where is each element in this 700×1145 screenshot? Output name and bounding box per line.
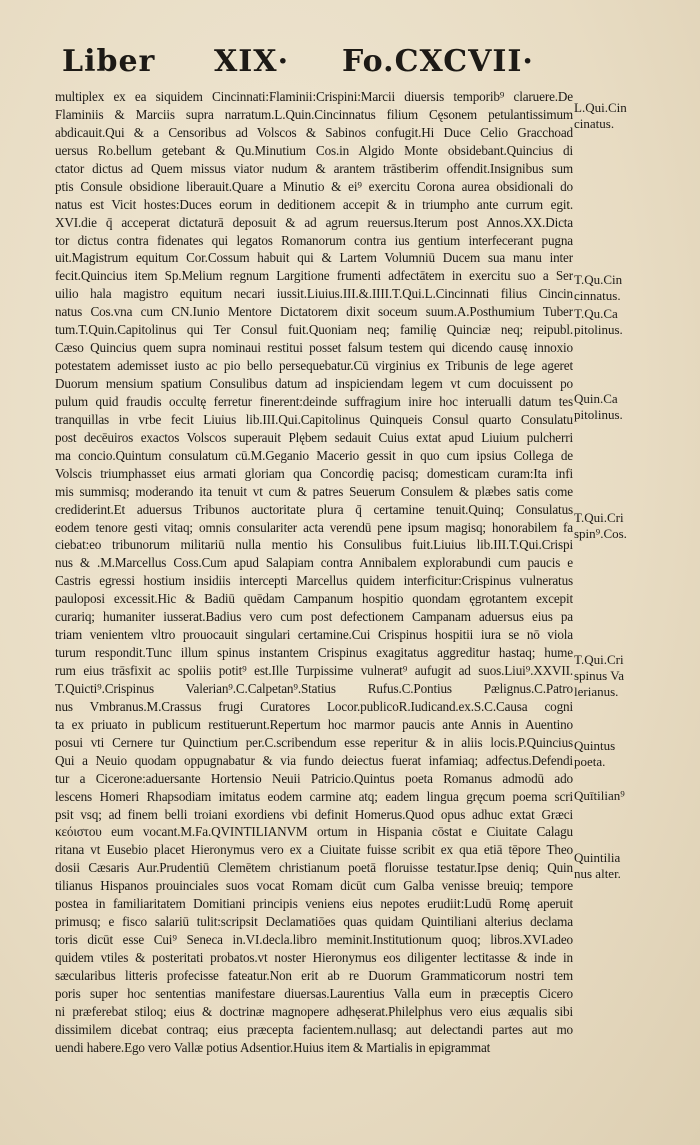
- running-header: [62, 44, 622, 90]
- margin-note-line: L.Qui.Cin: [574, 100, 627, 115]
- text-line: Cæso Quincius quem supra nominaui restitui posset falsum testem qui dicendo causę innoxio: [55, 340, 573, 356]
- text-line: potestatem ademisset iusto ac pio bello persequebatur.Cū virginius ex Tribunis de lege ageret: [55, 358, 573, 374]
- text-line: postea in familiaritatem Domitiani principis veniens eius nepotes erudiit:Ludū Romę aperuit: [55, 896, 573, 912]
- text-line: tranquillas in vrbe fecit Liuius lib.III.Qui.Capitolinus Quinqueis Consul quarto Consulatu: [55, 411, 573, 427]
- header-liber: Liber: [62, 44, 156, 79]
- text-line: turum respondit.Tunc illum spinus instantem Crispinus exagitatus aggreditur hastaq; hume: [55, 645, 573, 661]
- text-line: ta ex priuato in publicum restituerunt.Repertum hoc marmor paucis ante Annis in Auentino: [55, 716, 573, 732]
- text-line: pauloposi excessit.Hic & Badiū quēdam Campanum hospitio quondam ęgrotantem excepit: [55, 591, 573, 607]
- text-line: multiplex ex ea siquidem Cincinnati:Flaminii:Crispini:Marcii diuersis temporib⁹ claruere.De: [55, 89, 573, 104]
- header-book-number: XIX·: [214, 44, 290, 79]
- text-line: Volscis triumphasset eius armati gloriam qua Concordię pacisq; domesticam curam:Ita infi: [55, 465, 573, 481]
- text-line: post decēuiros exactos Volscos superauit Plębem sedauit Cuius extat apud Liuium pulcherri: [55, 429, 573, 445]
- margin-note-3: [574, 306, 644, 338]
- text-line: T.Quicti⁹.Crispinus Valerian⁹.C.Calpetan⁹.Statius Rufus.C.Pontius Pælignus.C.Patro: [55, 680, 573, 696]
- text-line: uersus Ro.bellum getebant & Qu.Minutium Cos.in Algido Monte obsidebant.Quincius di: [55, 142, 573, 158]
- margin-note-5: [574, 510, 644, 542]
- text-line: dosii Cæsaris Aur.Prudentiū Clemētem christianum poetā floruisse testatur.Ipse deniq; Quin: [55, 860, 573, 876]
- margin-note-2: [574, 272, 644, 304]
- margin-note-line: T.Qui.Cri: [574, 510, 624, 525]
- text-line: mis summisq; moderando ita tenuit vt cum & patres Seuerum Consulem & plæbes satis come: [55, 483, 573, 499]
- text-line: toris dicūt esse Cui⁹ Seneca in.VI.decla.libro meminit.Institutionum quoq; libros.XVI.adeo: [55, 932, 573, 948]
- text-line: ma concio.Quintum consulatum cū.M.Geganio Macerio gessit in quo cum ipsius Collega de: [55, 447, 573, 463]
- text-line: eodem tenore gesti vitaq; omnis consulariter acta verendū pene ipsum magisq; honorabilem fa: [55, 519, 573, 535]
- margin-note-line: spinus Va: [574, 668, 624, 683]
- margin-note-1: [574, 100, 644, 132]
- text-line: κεόιστου eum vocant.M.Fa.QVINTILIANVM ortum in Hispania cōstat e Ciuitate Calagu: [55, 824, 573, 840]
- margin-note-4: [574, 391, 644, 423]
- margin-note-line: Quītilian⁹: [574, 788, 625, 803]
- text-line: ptis Consule obsidione liberauit.Quare a Minutio & ei⁹ exercitu Corona aurea obsidionali do: [55, 178, 573, 194]
- text-line: pulum quid fraudis occultę ferretur finerent:deinde suffragium inire hoc interualli datum tes: [55, 393, 573, 409]
- text-line: rum eius trāsfixit ac spoliis potit⁹ est.Ille Turpissime vulnerat⁹ aufugit ad suos.Liui⁹.XXVII.: [55, 663, 573, 678]
- text-line: sæcularibus litteris profecisse fateatur.Non erit ab re Duorum Grammaticorum nostri tem: [55, 967, 573, 983]
- text-line: abdicauit.Qui & a Censoribus ad Volscos & Sabinos confugit.Hi Duce Celio Gracchoad: [55, 124, 573, 140]
- text-line: nus & .M.Marcellus Coss.Cum apud Salapiam contra Annibalem explorabundi cum paucis e: [55, 555, 573, 571]
- text-line: Flaminiis & Marciis supra narratum.L.Quin.Cincinnatus filium Cęsonem petulantissimum: [55, 106, 573, 122]
- text-line: lescens Homeri Rhapsodiam imitatus eodem carmine atq; eadem lingua gręcum poema scri: [55, 788, 573, 804]
- text-line: Qui a Neuio quodam oppugnabatur & via fundo deiectus fuerat infamiaq; adfectus.Defendi: [55, 752, 573, 768]
- text-line: curariq; humaniter iusserat.Badius vero cum post defectionem Campanam aduersus eius pa: [55, 609, 573, 625]
- margin-note-line: Quintus: [574, 738, 616, 753]
- text-line: dissimilem dicebat contraq; eius præcepta facientem.nullasq; aut delectandi partes aut mo: [55, 1021, 573, 1037]
- text-line: uendi habere.Ego vero Vallæ potius Adsentior.Huius item & Martialis in epigrammat: [55, 1039, 491, 1055]
- text-line: XVI.die q̄ acceperat dictaturā deposuit & ad agrum reuersus.Iterum post Annos.XX.Dicta: [55, 214, 573, 230]
- text-line: Castris egressi hostium insidiis intercepti Marcellus quidem interficitur:Crispinus vulneratus: [55, 573, 573, 589]
- text-line: ni præferebat stiloq; eius & doctrinæ magnopere adhęserat.Philelphus vero eius æqualis sibi: [55, 1003, 573, 1019]
- text-line: uilio hala magistro equitum necari iussit.Liuius.III.&.IIII.T.Qui.L.Cincinnati filius Cincin: [55, 286, 573, 302]
- text-line: psit vsq; ad finem belli troiani exordiens vbi definit Homerus.Quod opus adhuc extat Græci: [55, 806, 573, 822]
- margin-note-line: poeta.: [574, 754, 606, 769]
- text-line: ciebat:eo tribunorum militariū nulla mentio his Consulibus fuit.Liuius lib.III.T.Qui.Crispi: [55, 537, 573, 553]
- margin-note-line: nus alter.: [574, 866, 621, 881]
- margin-note-line: Quintilia: [574, 850, 621, 865]
- text-line: primusq; e fisco salariū tulit:scripsit Declamatiōes quas quidam Quintiliani alterius declama: [55, 914, 573, 930]
- text-line: triam venientem vltro prouocauit singulari certamine.Cui Crispinus hospitii iura se nō viola: [55, 627, 573, 643]
- text-line: nus Vmbranus.M.Crassus frugi Curatores Locor.publicoR.Iudicand.ex.S.C.Causa cogni: [55, 698, 573, 714]
- margin-note-line: spin⁹.Cos.: [574, 526, 627, 541]
- text-line: ritana vt Eusebio placet Hieronymus vero ex a Ciuitate fuisse scribit ex qua etiā tēpore Theo: [55, 842, 573, 858]
- margin-note-line: lerianus.: [574, 684, 619, 699]
- text-line: Duorum mensium spatium Consulibus datum ad inspiciendam legem vt cum docuissent po: [55, 376, 573, 391]
- text-line: fecit.Quincius item Sp.Melium regnum Largitione frumenti adfectātem in exercitu suo a Ser: [55, 268, 573, 284]
- margin-note-line: Quin.Ca: [574, 391, 618, 406]
- margin-note-6: [574, 652, 644, 700]
- text-line: natus est Vicit hostes:Duces eorum in deditionem accepit & in triumpho ante currum egit.: [55, 196, 573, 212]
- margin-note-line: T.Qu.Ca: [574, 306, 618, 321]
- margin-note-line: pitolinus.: [574, 407, 623, 422]
- text-line: ctator dictus ad Quem missus viator nudum & arantem trāstiberim offendit.Insignibus sum: [55, 160, 573, 176]
- margin-note-line: T.Qu.Cin: [574, 272, 623, 287]
- text-line: quidem vtiles & posteritati probatos.vt noster Hieronymus eos diligenter lectitasse & inde in: [55, 950, 573, 965]
- text-line: crediderint.Et aduersus Tribunos auctoritate plura q̄ certamine tenuit.Quinq; Consulatus: [55, 501, 573, 517]
- text-line: uit.Magistrum equitum Cor.Cossum habuit qui & Lartem Volumniū Ducem sua manu inter: [55, 250, 573, 266]
- margin-note-line: pitolinus.: [574, 322, 623, 337]
- margin-note-line: cinatus.: [574, 116, 615, 131]
- text-line: natus Cos.vna cum CN.Iunio Mentore Dictatorem dixit soceum suum.A.Posthumium Tuber: [55, 304, 573, 320]
- margin-note-line: cinnatus.: [574, 288, 621, 303]
- text-line: tum.T.Quin.Capitolinus qui Ter Consul fuit.Quoniam neq; familię Quinciæ neq; reipubl.: [55, 322, 573, 338]
- margin-note-7: [574, 738, 644, 770]
- header-folio-number: Fo.CXCVII·: [342, 44, 534, 79]
- margin-note-line: T.Qui.Cri: [574, 652, 624, 667]
- margin-note-8: [574, 788, 644, 804]
- body-text: [55, 88, 573, 1057]
- text-line: tilianus Hispanos prouinciales suos vocat Romam dicūt cum Galba venisse breuiq; tempore: [55, 878, 573, 894]
- text-line: posui vti Cernere tur Quinctium per.C.scribendum esse reperitur & in aliis locis.P.Quincius: [55, 734, 573, 750]
- text-line: poris super hoc sententias manifestare diuersas.Laurentius Valla eum in præceptis Cicero: [55, 985, 573, 1001]
- text-line: tor dictus contra fidenates qui legatos Romanorum contra ius gentium interfecerant pugna: [55, 232, 573, 248]
- text-line: tur a Cicerone:aduersante Hortensio Neuii Patricio.Quintus poeta Romanus admodū ado: [55, 770, 573, 786]
- margin-note-9: [574, 850, 644, 882]
